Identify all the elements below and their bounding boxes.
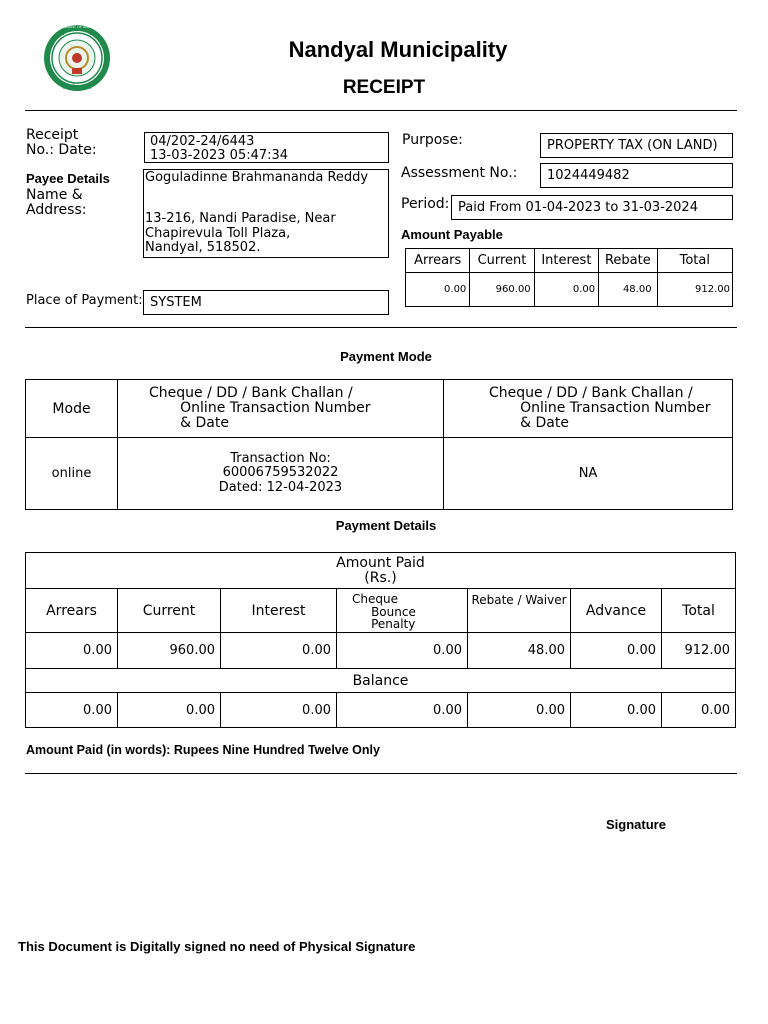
document-title: RECEIPT: [342, 77, 426, 98]
balance-header: Balance: [26, 669, 736, 693]
paid-current: 960.00: [118, 633, 221, 669]
payee-box: [143, 169, 389, 258]
period-label: Period:: [401, 196, 450, 212]
mode-value: online: [26, 438, 118, 510]
digital-signature-note: This Document is Digitally signed no need of Physical Signature: [18, 939, 416, 954]
payee-details-label: Payee Details: [26, 171, 110, 186]
name-address-label: Name & Address:: [26, 187, 87, 218]
payment-mode-table: [25, 379, 733, 510]
paid-rebate: 48.00: [468, 633, 571, 669]
emblem-ring-text: GOVERNMENT OF ANDHRA PRADESH: [51, 25, 116, 29]
period-box: [451, 195, 733, 220]
footer-divider: [25, 773, 737, 774]
balance-current: 0.00: [118, 693, 221, 728]
payable-header-interest: Interest: [534, 249, 598, 273]
assessment-label: Assessment No.:: [401, 165, 518, 181]
place-of-payment-box: [143, 290, 389, 315]
amount-payable-table: [405, 248, 733, 307]
state-emblem-seal: [41, 24, 116, 96]
payable-value-interest: 0.00: [534, 273, 598, 307]
amount-in-words: Amount Paid (in words): Rupees Nine Hundred Twelve Only: [26, 743, 380, 757]
instrument-header-2: Cheque / DD / Bank Challan / Online Transaction Number & Date: [444, 380, 733, 438]
instrument-header-1: Cheque / DD / Bank Challan / Online Transaction Number & Date: [118, 380, 444, 438]
mode-header: Mode: [26, 380, 118, 438]
receipt-no-box: [144, 132, 389, 163]
paid-cheque-bounce: 0.00: [337, 633, 468, 669]
payment-details-table: [25, 552, 736, 728]
emblem-caption: सत्यमेव जयते: [62, 84, 92, 91]
purpose-box: [540, 133, 733, 158]
receipt-number: 04/202-24/6443: [150, 134, 255, 149]
payable-header-rebate: Rebate: [599, 249, 657, 273]
payable-value-total: 912.00: [657, 273, 732, 307]
assessment-value: 1024449482: [547, 168, 630, 183]
payable-header-total: Total: [657, 249, 732, 273]
details-header-interest: Interest: [221, 589, 337, 633]
payee-name: Goguladinne Brahmananda Reddy: [145, 170, 369, 185]
amount-paid-header: Amount Paid (Rs.): [26, 553, 736, 589]
payable-value-current: 960.00: [470, 273, 534, 307]
place-of-payment-value: SYSTEM: [150, 295, 202, 310]
info-divider: [25, 327, 737, 328]
details-header-rebate: Rebate / Waiver: [468, 589, 571, 633]
instrument-value-2: NA: [444, 438, 733, 510]
signature-label: Signature: [606, 817, 666, 832]
place-of-payment-label: Place of Payment:: [26, 293, 143, 308]
paid-interest: 0.00: [221, 633, 337, 669]
details-header-cheque-bounce: Cheque Bounce Penalty: [337, 589, 468, 633]
amount-payable-label: Amount Payable: [401, 227, 503, 242]
receipt-no-label: Receipt No.: Date:: [26, 127, 97, 158]
payment-mode-title: Payment Mode: [340, 349, 432, 364]
paid-advance: 0.00: [571, 633, 662, 669]
balance-advance: 0.00: [571, 693, 662, 728]
details-header-arrears: Arrears: [26, 589, 118, 633]
header-divider: [25, 110, 737, 111]
balance-cheque-bounce: 0.00: [337, 693, 468, 728]
details-header-total: Total: [662, 589, 736, 633]
payable-header-arrears: Arrears: [406, 249, 470, 273]
receipt-date: 13-03-2023 05:47:34: [150, 148, 289, 163]
balance-rebate: 0.00: [468, 693, 571, 728]
assessment-box: [540, 163, 733, 188]
details-header-current: Current: [118, 589, 221, 633]
balance-interest: 0.00: [221, 693, 337, 728]
balance-total: 0.00: [662, 693, 736, 728]
details-header-advance: Advance: [571, 589, 662, 633]
purpose-label: Purpose:: [402, 132, 463, 148]
payable-value-arrears: 0.00: [406, 273, 470, 307]
period-value: Paid From 01-04-2023 to 31-03-2024: [458, 200, 698, 215]
purpose-value: PROPERTY TAX (ON LAND): [547, 138, 718, 153]
paid-total: 912.00: [662, 633, 736, 669]
payee-address: 13-216, Nandi Paradise, Near Chapirevula Toll Plaza, Nandyal, 518502.: [145, 211, 336, 255]
balance-arrears: 0.00: [26, 693, 118, 728]
transaction-details: Transaction No: 60006759532022 Dated: 12-04-2023: [118, 438, 444, 510]
payable-value-rebate: 48.00: [599, 273, 657, 307]
municipality-name: Nandyal Municipality: [288, 37, 508, 62]
payment-details-title: Payment Details: [335, 518, 437, 533]
payable-header-current: Current: [470, 249, 534, 273]
paid-arrears: 0.00: [26, 633, 118, 669]
